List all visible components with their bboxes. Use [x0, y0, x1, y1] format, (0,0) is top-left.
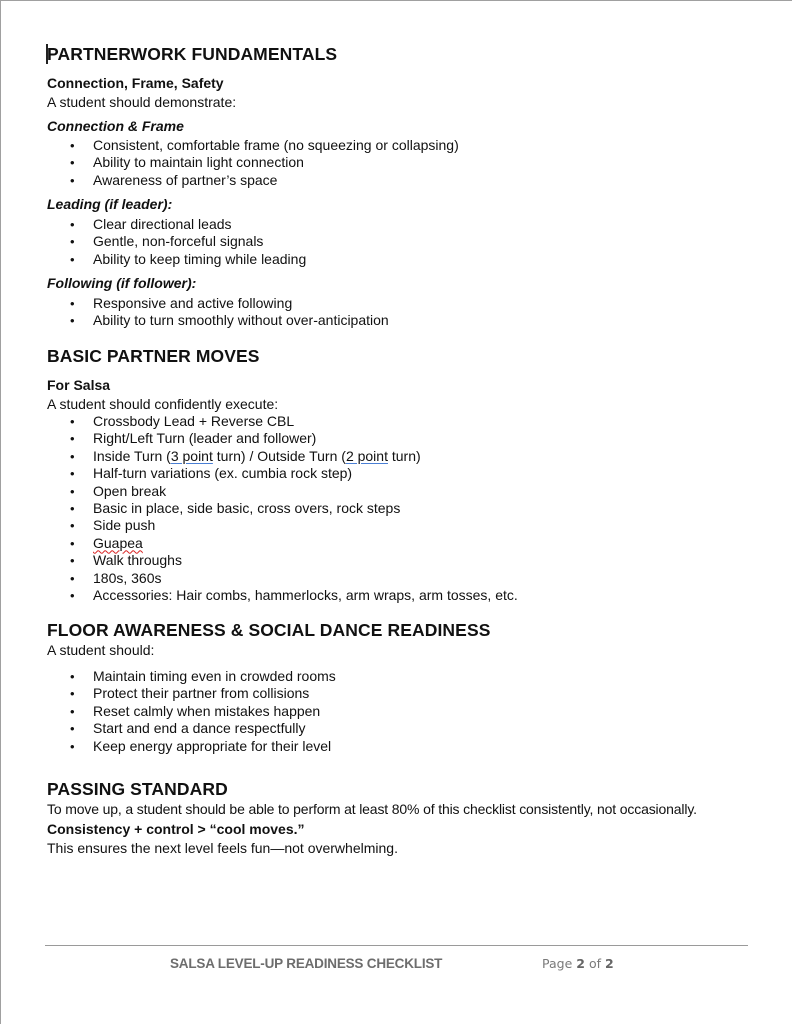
footer-divider [45, 945, 748, 946]
group-title-following: Following (if follower): [47, 275, 197, 291]
section-heading-floor-awareness: FLOOR AWARENESS & SOCIAL DANCE READINESS [47, 620, 491, 640]
list-item: • Maintain timing even in crowded rooms [47, 668, 336, 685]
list-item: • Basic in place, side basic, cross overs, rock steps [47, 500, 518, 517]
section-heading-partnerwork: PARTNERWORK FUNDAMENTALS [47, 44, 338, 64]
passing-standard-closing: This ensures the next level feels fun—not overwhelming. [47, 840, 398, 856]
page-edge-top [0, 0, 792, 1]
list-item: • Responsive and active following [47, 295, 389, 312]
list-item: • Protect their partner from collisions [47, 685, 336, 702]
list-item: • Side push [47, 517, 518, 534]
footer-page-number [542, 956, 614, 971]
list-item: • 180s, 360s [47, 570, 518, 587]
page-edge-left [0, 0, 1, 1024]
list-item: • Gentle, non-forceful signals [47, 233, 306, 250]
intro-text: A student should demonstrate: [47, 94, 237, 110]
list-item: • Walk throughs [47, 552, 518, 569]
list-connection-frame [47, 137, 459, 189]
list-item: • Reset calmly when mistakes happen [47, 703, 336, 720]
list-following [47, 295, 389, 330]
list-item [47, 448, 518, 465]
of-label: of [588, 956, 601, 971]
list-item: • Awareness of partner’s space [47, 172, 459, 189]
footer-title: SALSA LEVEL-UP READINESS CHECKLIST [170, 956, 443, 971]
list-item [47, 535, 518, 552]
list-item: • Consistent, comfortable frame (no squeezing or collapsing) [47, 137, 459, 154]
grammar-flagged-text[interactable]: 3 point [170, 447, 213, 464]
list-item: • Crossbody Lead + Reverse CBL [47, 413, 518, 430]
list-leading [47, 216, 306, 268]
list-item: • Ability to maintain light connection [47, 154, 459, 171]
group-title-leading: Leading (if leader): [47, 196, 173, 212]
list-item: • Accessories: Hair combs, hammerlocks, arm wraps, arm tosses, etc. [47, 587, 518, 604]
text-run: turn) / Outside Turn ( [212, 447, 346, 464]
list-basic-moves [47, 413, 518, 604]
text-run: Inside Turn ( [93, 447, 171, 464]
list-item: • Half-turn variations (ex. cumbia rock step) [47, 465, 518, 482]
section-heading-passing-standard: PASSING STANDARD [47, 779, 228, 799]
passing-standard-text: To move up, a student should be able to perform at least 80% of this checklist consistently, not occasionally. [47, 801, 697, 817]
spelling-flagged-text[interactable]: Guapea [93, 534, 143, 551]
intro-text: A student should: [47, 642, 155, 658]
list-item: • Ability to keep timing while leading [47, 251, 306, 268]
passing-standard-emphasis: Consistency + control > “cool moves.” [47, 821, 305, 837]
list-item: • Right/Left Turn (leader and follower) [47, 430, 518, 447]
subheading-for-salsa: For Salsa [47, 377, 111, 393]
list-floor-awareness [47, 668, 336, 755]
list-item: • Ability to turn smoothly without over-anticipation [47, 312, 389, 329]
list-item: • Keep energy appropriate for their level [47, 738, 336, 755]
grammar-flagged-text[interactable]: 2 point [345, 447, 388, 464]
list-item: • Start and end a dance respectfully [47, 720, 336, 737]
page-total: 2 [604, 956, 614, 971]
group-title-connection-frame: Connection & Frame [47, 118, 184, 134]
list-item: • Open break [47, 483, 518, 500]
list-item: • Clear directional leads [47, 216, 306, 233]
intro-text: A student should confidently execute: [47, 396, 279, 412]
section-heading-basic-partner-moves: BASIC PARTNER MOVES [47, 346, 260, 366]
subheading-connection-frame-safety: Connection, Frame, Safety [47, 75, 224, 91]
text-run: turn) [387, 447, 421, 464]
page-current: 2 [576, 956, 585, 971]
page-label: Page [542, 956, 573, 971]
